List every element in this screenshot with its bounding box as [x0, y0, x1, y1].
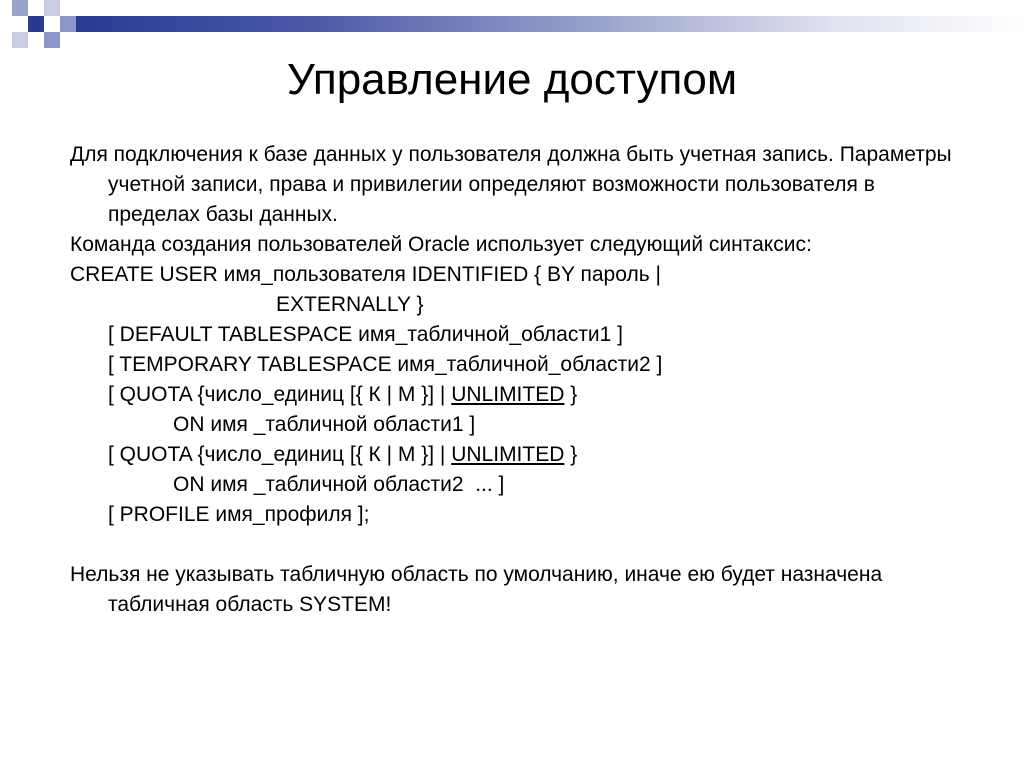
- quota-2-suffix: }: [564, 443, 578, 466]
- paragraph-account: Для подключения к базе данных у пользователя должна быть учетная запись. Параметры учетной записи, права и привилегии определяют возможности пользователя в пределах базы данных.: [70, 143, 952, 226]
- paragraph-syntax-intro: Команда создания пользователей Oracle использует следующий синтаксис:: [70, 233, 812, 256]
- decorative-banner: [0, 0, 1024, 48]
- decor-square: [28, 16, 44, 32]
- quota-2-unlimited: UNLIMITED: [451, 443, 565, 466]
- syntax-line-on-tablespace-1: ON имя _табличной области1 ]: [173, 413, 476, 436]
- syntax-line-externally: EXTERNALLY }: [276, 293, 424, 316]
- paragraph-default-tablespace-note: Нельзя не указывать табличную область по умолчанию, иначе ею будет назначена табличная область SYSTEM!: [70, 563, 883, 616]
- decor-square: [44, 0, 60, 16]
- decor-square: [60, 16, 76, 32]
- quota-1-unlimited: UNLIMITED: [451, 383, 565, 406]
- quota-1-prefix: [ QUOTA {число_единиц [{ К | М }] |: [108, 383, 452, 406]
- quota-2-prefix: [ QUOTA {число_единиц [{ К | М }] |: [108, 443, 452, 466]
- syntax-line-default-tablespace: [ DEFAULT TABLESPACE имя_табличной_области1 ]: [108, 323, 624, 346]
- decor-square: [12, 0, 28, 16]
- slide-body: [70, 140, 970, 620]
- syntax-line-quota-2: [70, 440, 970, 470]
- syntax-line-quota-1: [70, 380, 970, 410]
- quota-1-suffix: }: [564, 383, 578, 406]
- decor-square: [44, 32, 60, 48]
- syntax-line-profile: [ PROFILE имя_профиля ];: [108, 503, 370, 526]
- syntax-line-temporary-tablespace: [ TEMPORARY TABLESPACE имя_табличной_области2 ]: [108, 353, 663, 376]
- slide-title: Управление доступом: [286, 55, 738, 104]
- spacer: [70, 530, 970, 560]
- banner-gradient-bar: [76, 16, 1024, 32]
- syntax-line-on-tablespace-2: ON имя _табличной области2 ... ]: [173, 473, 505, 496]
- decor-square: [12, 32, 28, 48]
- syntax-line-create-user: CREATE USER имя_пользователя IDENTIFIED { BY пароль |: [70, 263, 661, 286]
